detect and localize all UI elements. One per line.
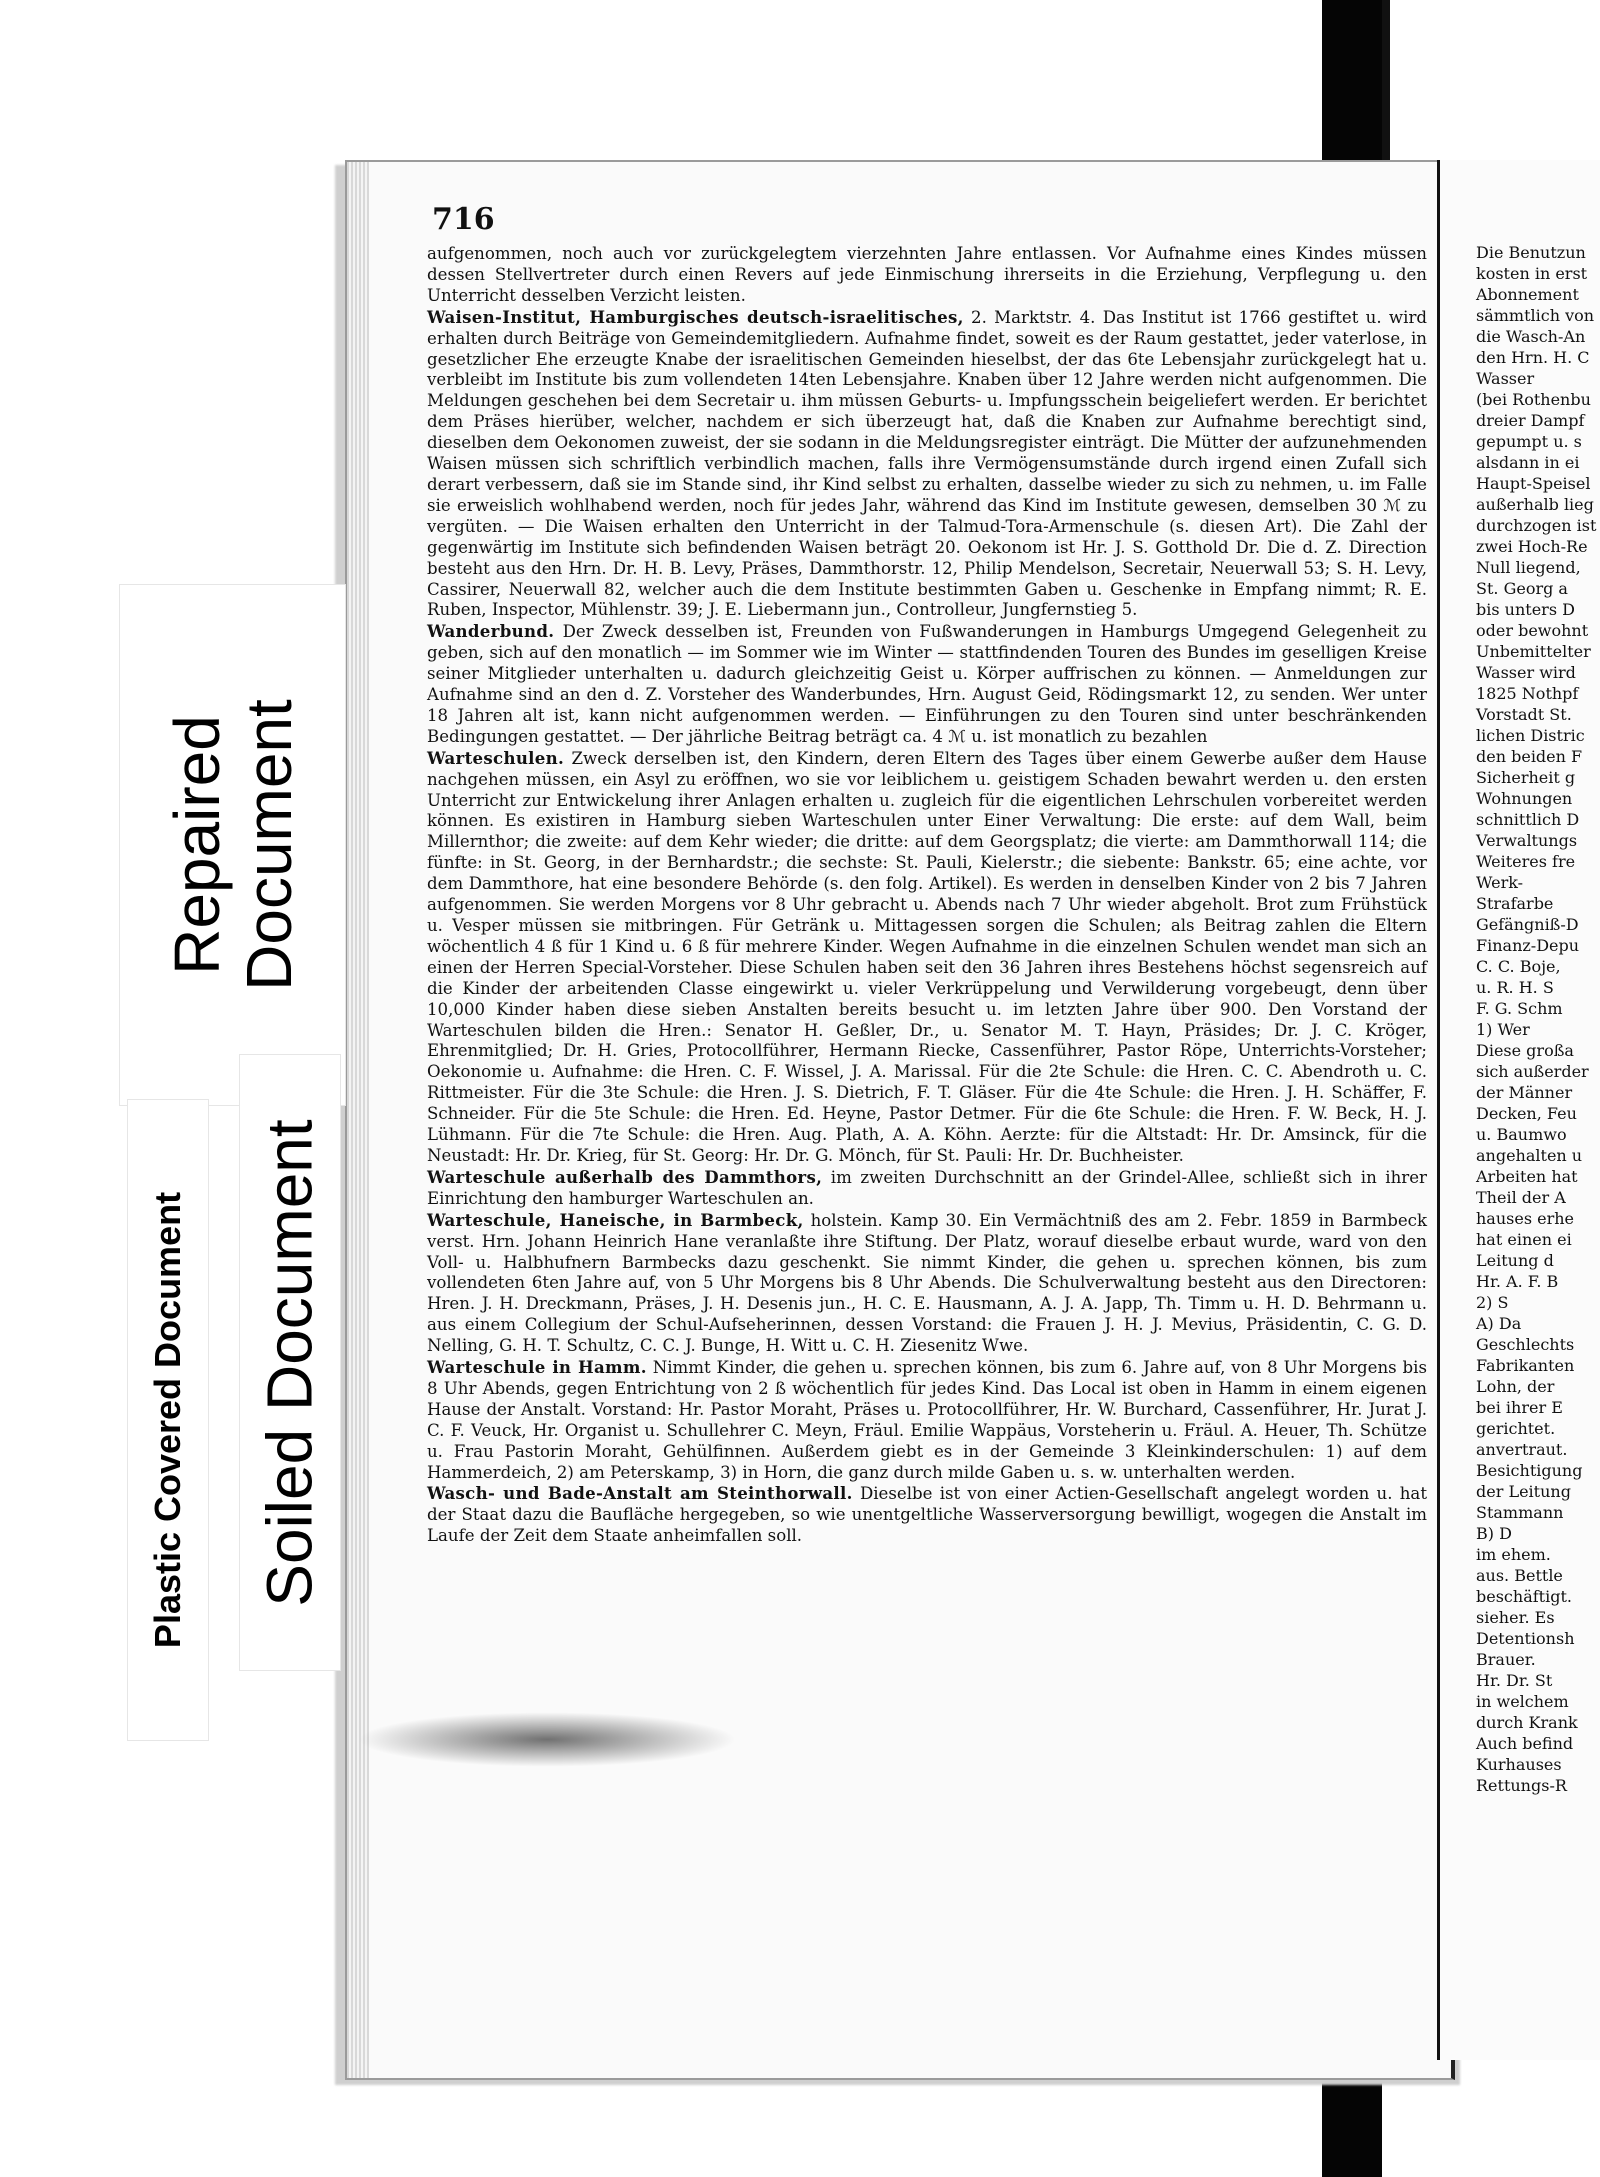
right-page-line: F. G. Schm (1476, 999, 1563, 1018)
right-page-lines (1440, 242, 1600, 1796)
right-page-line: Detentionsh (1476, 1629, 1575, 1648)
article-heading: Warteschule außerhalb des Dammthors, (427, 1166, 823, 1187)
plastic-covered-document-label-text: Plastic Covered Document (147, 1191, 189, 1649)
right-page-line: Geschlechts (1476, 1335, 1575, 1354)
right-page-line: durchzogen ist (1476, 516, 1597, 535)
right-page-line: in welchem (1476, 1692, 1569, 1711)
right-page-line: Besichtigung (1476, 1461, 1583, 1480)
right-page-line: Hr. A. F. B (1476, 1272, 1559, 1291)
repaired-document-label (120, 585, 345, 1105)
right-page-line: außerhalb lieg (1476, 495, 1594, 514)
right-page-line: Finanz-Depu (1476, 936, 1580, 955)
article-body: holstein. Kamp 30. Ein Vermächtniß des am 2. Febr. 1859 in Barmbeck verst. Hrn. Johann Heinrich Hane veranlaßte ihre Stiftung. Der Platz, worauf dieselbe erbaut wurde, ward von den Voll- u. Halbhufnern Barmbecks dazu geschenkt. Sie nimmt Kinder, die gehen u. sprechen können, bis zum vollendeten 6ten Jahre auf, von 5 Uhr Morgens bis 8 Uhr Abends. Die Schulverwaltung besteht aus den Directoren: Hren. J. H. Dreckmann, Präses, J. H. Desenis jun., H. C. E. Hausmann, A. J. A. Japp, Th. Timm u. H. D. Behrmann u. aus einem Collegium der Schul-Aufseherinnen, dessen Vorstand: die Frauen J. H. J. Mevius, Präsidentin, C. G. D. Nelling, G. H. T. Schultz, C. C. J. Bunge, H. Witt u. C. H. Ziesenitz Wwe. (427, 1210, 1428, 1356)
right-page-line: Weiteres fre (1476, 852, 1576, 871)
right-page-line: sieher. Es (1476, 1608, 1555, 1627)
plastic-covered-document-label (128, 1100, 208, 1740)
right-page-line: beschäftigt. (1476, 1587, 1572, 1606)
right-page-line: bei ihrer E (1476, 1398, 1563, 1417)
article-entry (427, 307, 1427, 622)
right-page-line: hat einen ei (1476, 1230, 1572, 1249)
right-page-line: Kurhauses (1476, 1755, 1562, 1774)
article-body: Dieselbe ist von einer Actien-Gesellschaft angelegt worden u. hat der Staat dazu die Baufläche hergegeben, so wie unentgeltliche Wasserversorgung bewilligt, wogegen die Anstalt im Laufe der Zeit dem Staate anheimfallen soll. (427, 1484, 1427, 1546)
right-page-line: gepumpt u. s (1476, 432, 1582, 451)
right-page-line: Brauer. (1476, 1650, 1536, 1669)
right-page-line: Fabrikanten (1476, 1356, 1575, 1375)
right-page-line: schnittlich D (1476, 810, 1580, 829)
right-page-line: Verwaltungs (1476, 831, 1578, 850)
right-page-line: C. C. Boje, (1476, 957, 1561, 976)
article-entry (427, 1167, 1427, 1210)
right-page-line: die Wasch-An (1476, 327, 1586, 346)
article-heading: Warteschule, Haneische, in Barmbeck, (427, 1209, 804, 1230)
right-page-fragment (1437, 160, 1600, 2060)
right-page-line: zwei Hoch-Re (1476, 537, 1588, 556)
right-page-line: u. Baumwo (1476, 1125, 1567, 1144)
right-page-line: Unbemittelter (1476, 642, 1591, 661)
right-page-line: 2) S (1476, 1293, 1509, 1312)
right-page-line: durch Krank (1476, 1713, 1578, 1732)
right-page-line: Leitung d (1476, 1251, 1554, 1270)
article-entry (427, 244, 1427, 307)
right-page-line: (bei Rothenbu (1476, 390, 1591, 409)
right-page-line: Wasser (1476, 369, 1535, 388)
repaired-document-label-text: Repaired Document (160, 699, 305, 991)
right-page-line: sich außerder (1476, 1062, 1589, 1081)
soil-smudge (357, 1712, 737, 1767)
right-page-line: Null liegend, (1476, 558, 1581, 577)
article-entry (427, 621, 1427, 747)
right-page-line: den beiden F (1476, 747, 1583, 766)
right-page-line: Wohnungen (1476, 789, 1573, 808)
right-page-line: hauses erhe (1476, 1209, 1575, 1228)
article-body: aufgenommen, noch auch vor zurückgelegtem vierzehnten Jahre entlassen. Vor Aufnahme eines Kindes müssen dessen Stellvertreter durch einen Revers auf jede Einmischung ihrerseits in die Erziehung, Verpflegung u. den Unterricht desselben Verzicht leisten. (427, 244, 1427, 305)
article-body: Zweck derselben ist, den Kindern, deren Eltern des Tages über einem Gewerbe außer dem Hause nachgehen müssen, ein Asyl zu eröffnen, wo sie vor leiblichem u. geistigem Schaden bewahrt werden u. den ersten Unterricht zur Entwickelung ihrer Anlagen erhalten u. zugleich für die eigentlichen Lehrschulen vorbereitet werden können. Es existiren in Hamburg sieben Warteschulen unter Einer Verwaltung: Die erste: auf dem Wall, beim Millernthor; die zweite: auf dem Kehr wieder; die dritte: auf dem Georgsplatz; die vierte: am Dammthorwall 114; die fünfte: in St. Georg, in der Bernhardstr.; die sechste: St. Pauli, Kielerstr.; die siebente: Bankstr. 65; eine achte, vor dem Dammthore, hat eine besondere Behörde (s. den folg. Artikel). Es werden in denselben Kinder von 2 bis 7 Jahren aufgenommen. Sie werden Morgens vor 8 Uhr gebracht u. Abends nach 7 Uhr wieder abgeholt. Brot zum Frühstück u. Vesper müssen sie mitbringen. Für Getränk u. Mittagessen sorgen die Schulen; als Beitrag zahlen die Eltern wöchentlich 4 ß für 1 Kind u. 6 ß für mehrere Kinder. Wegen Aufnahme in die einzelnen Schulen wendet man sich an einen der Herren Special-Vorsteher. Diese Schulen haben seit den 36 Jahren ihres Bestehens höchst segensreich auf die Kinder der arbeitenden Classe eingewirkt u. vieler Verkrüppelung und Verwilderung vorgebeugt, denn über 10,000 Kinder haben diese sieben Anstalten bereits besucht u. im letzten Jahre über 900. Den Vorstand der Warteschulen bilden die Hren.: Senator H. Geßler, Dr., u. Senator M. T. Hayn, Präsides; Dr. J. C. Kröger, Ehrenmitglied; Dr. H. Gries, Protocollführer, Hermann Riecke, Cassenführer, Pastor Röpe, Unterrichts-Vorsteher; Oekonomie u. Aufnahme: die Hren. C. F. Wissel, J. A. Marissal. Für die 2te Schule: die Hren. C. C. Abendroth u. C. Rittmeister. Für die 3te Schule: die Hren. J. S. Dietrich, F. T. Gläser. Für die 4te Schule: die Hren. J. H. Schäffer, F. Schneider. Für die 5te Schule: die Hren. Ed. Heyne, Pastor Detmer. Für die 6te Schule: die Hren. F. W. Beck, H. J. Lühmann. Für die 7te Schule: die Hren. Aug. Plath, A. A. Köhn. Aerzte: für die Altstadt: Hr. Dr. Amsinck, für die Neustadt: Hr. Dr. Krieg, für St. Georg: Hr. Dr. G. Mönch, für St. Pauli: Hr. Dr. Buchheister. (427, 748, 1428, 1165)
right-page-line: lichen Distric (1476, 726, 1585, 745)
right-page-line: Lohn, der (1476, 1377, 1555, 1396)
article-heading: Wanderbund. (427, 621, 555, 642)
right-page-line: oder bewohnt (1476, 621, 1589, 640)
right-page-line: Werk- (1476, 873, 1524, 892)
right-page-line: gerichtet. (1476, 1419, 1556, 1438)
right-page-line: Stammann (1476, 1503, 1564, 1522)
scan-black-border-top (1382, 0, 1390, 170)
right-page-line: angehalten u (1476, 1146, 1583, 1165)
right-page-line: kosten in erst (1476, 264, 1588, 283)
article-body: im zweiten Durchschnitt an der Grindel-Allee, schließt sich in ihrer Einrichtung den hamburger Warteschulen an. (427, 1167, 1427, 1208)
right-page-line: Rettungs-R (1476, 1776, 1567, 1795)
right-page-line: Strafarbe (1476, 894, 1554, 913)
article-heading: Waisen-Institut, Hamburgisches deutsch-israelitisches, (427, 306, 964, 327)
article-heading: Warteschulen. (427, 747, 565, 768)
right-page-line: Hr. Dr. St (1476, 1671, 1553, 1690)
right-page-line: Decken, Feu (1476, 1104, 1577, 1123)
soiled-document-label-text: Soiled Document (254, 1118, 326, 1607)
text-column (427, 244, 1427, 1547)
right-page-line: Arbeiten hat (1476, 1167, 1578, 1186)
article-entry (427, 1210, 1427, 1357)
right-page-line: anvertraut. (1476, 1440, 1568, 1459)
right-page-line: St. Georg a (1476, 579, 1568, 598)
right-page-line: A) Da (1476, 1314, 1522, 1333)
page-edge (347, 162, 369, 2078)
article-heading: Wasch- und Bade-Anstalt am Steinthorwall. (427, 1483, 853, 1504)
article-body: Der Zweck desselben ist, Freunden von Fußwanderungen in Hamburgs Umgegend Gelegenheit zu geben, sich auf den monatlich — im Sommer wie im Winter — stattfindenden Touren des Bundes im geselligen Kreise seiner Mitglieder unterhalten u. dadurch gleichzeitig Geist u. Körper auffrischen zu können. — Anmeldungen zur Aufnahme sind an den d. Z. Vorsteher des Wanderbundes, Hrn. August Geid, Rödingsmarkt 12, zu senden. Wer unter 18 Jahren alt ist, kann nicht aufgenommen werden. — Einführungen zu den Touren sind unter beschränkenden Bedingungen gestattet. — Der jährliche Beitrag beträgt ca. 4 ℳ u. ist monatlich zu bezahlen (427, 622, 1427, 746)
right-page-line: Abonnement (1476, 285, 1579, 304)
left-page (345, 160, 1455, 2080)
article-entry (427, 1483, 1427, 1547)
right-page-line: u. R. H. S (1476, 978, 1554, 997)
right-page-line: im ehem. (1476, 1545, 1551, 1564)
article-entry (427, 748, 1427, 1167)
right-page-line: Gefängniß-D (1476, 915, 1579, 934)
right-page-line: Diese großa (1476, 1041, 1574, 1060)
right-page-line: Theil der A (1476, 1188, 1566, 1207)
right-page-line: Wasser wird (1476, 663, 1576, 682)
right-page-line: 1825 Nothpf (1476, 684, 1579, 703)
article-body: 2. Marktstr. 4. Das Institut ist 1766 gestiftet u. wird erhalten durch Beiträge von Gemeindemitgliedern. Aufnahme findet, soweit es der Raum gestattet, jeder vaterlose, in gesetzlicher Ehe erzeugte Knabe der israelitischen Gemeinden hieselbst, der das 6te Lebensjahr zurückgelegt hat u. verbleibt im Institute bis zum vollendeten 14ten Lebensjahre. Knaben über 12 Jahre werden nicht aufgenommen. Die Meldungen geschehen bei dem Secretair u. ihm müssen Geburts- u. Impfungsschein beigeliefert werden. Er berichtet dem Präses hierüber, welcher, nachdem er sich überzeugt hat, daß die Knaben zur Aufnahme berechtigt sind, dieselben dem Oekonomen zuweist, der sie sodann in die Meldungsregister einträgt. Die Mütter der aufzunehmenden Waisen müssen sich schriftlich verbindlich machen, falls ihre Vermögensumstände durch irgend einen Zufall sich derart verbessern, daß sie im Stande sind, ihr Kind selbst zu erhalten, dasselbe wieder zu sich zu nehmen, u. im Falle sie erweislich wohlhabend werden, noch für jedes Jahr, während das Kind im Institute gewesen, demselben 30 ℳ zu vergüten. — Die Waisen erhalten den Unterricht in der Talmud-Tora-Armenschule (s. diesen Art). Die Zahl der gegenwärtig im Institute sich befindenden Waisen beträgt 20. Oekonom ist Hr. J. S. Gotthold Dr. Die d. Z. Direction besteht aus den Hrn. Dr. H. B. Levy, Präses, Dammthorstr. 12, Philip Mendelson, Secretair, Neuerwall 53; S. H. Levy, Cassirer, Neuerwall 82, welcher auch die dem Institute bestimmten Gaben u. Geschenke in Empfang nimmt; R. E. Ruben, Inspector, Mühlenstr. 39; J. E. Liebermann jun., Controlleur, Jungfernstieg 5. (427, 307, 1428, 620)
page-number: 716 (432, 202, 495, 237)
right-page-line: Auch befind (1476, 1734, 1574, 1753)
right-page-line: der Leitung (1476, 1482, 1571, 1501)
soiled-document-label (240, 1055, 340, 1670)
right-page-line: alsdann in ei (1476, 453, 1580, 472)
right-page-line: B) D (1476, 1524, 1512, 1543)
right-page-line: sämmtlich von (1476, 306, 1595, 325)
right-page-line: Haupt-Speisel (1476, 474, 1591, 493)
right-page-line: bis unters D (1476, 600, 1575, 619)
right-page-line: aus. Bettle (1476, 1566, 1563, 1585)
right-page-line: den Hrn. H. C (1476, 348, 1590, 367)
right-page-line: Vorstadt St. (1476, 705, 1572, 724)
article-entry (427, 1357, 1427, 1483)
right-page-line: der Männer (1476, 1083, 1573, 1102)
article-heading: Warteschule in Hamm. (427, 1357, 647, 1378)
article-body: Nimmt Kinder, die gehen u. sprechen können, bis zum 6. Jahre auf, von 8 Uhr Morgens bis 8 Uhr Abends, gegen Entrichtung von 2 ß wöchentlich für jedes Kind. Das Local ist oben in Hamm in einem eigenen Hause der Anstalt. Vorstand: Hr. Pastor Moraht, Präses u. Protocollführer, Hr. W. Burchard, Cassenführer, Hr. Jurat J. C. F. Veuck, Hr. Organist u. Schullehrer C. Meyn, Fräul. Emilie Wappäus, Vorsteherin u. Fräul. A. Heuer, Th. Schütze u. Frau Pastorin Moraht, Gehülfinnen. Außerdem giebt es in der Gemeinde 3 Kleinkinderschulen: 1) auf dem Hammerdeich, 2) am Peterskamp, 3) in Horn, die ganz durch milde Gaben u. s. w. unterhalten werden. (427, 1358, 1427, 1482)
right-page-line: Sicherheit g (1476, 768, 1576, 787)
right-page-line: dreier Dampf (1476, 411, 1585, 430)
right-page-line: 1) Wer (1476, 1020, 1530, 1039)
right-page-line: Die Benutzun (1476, 243, 1586, 262)
